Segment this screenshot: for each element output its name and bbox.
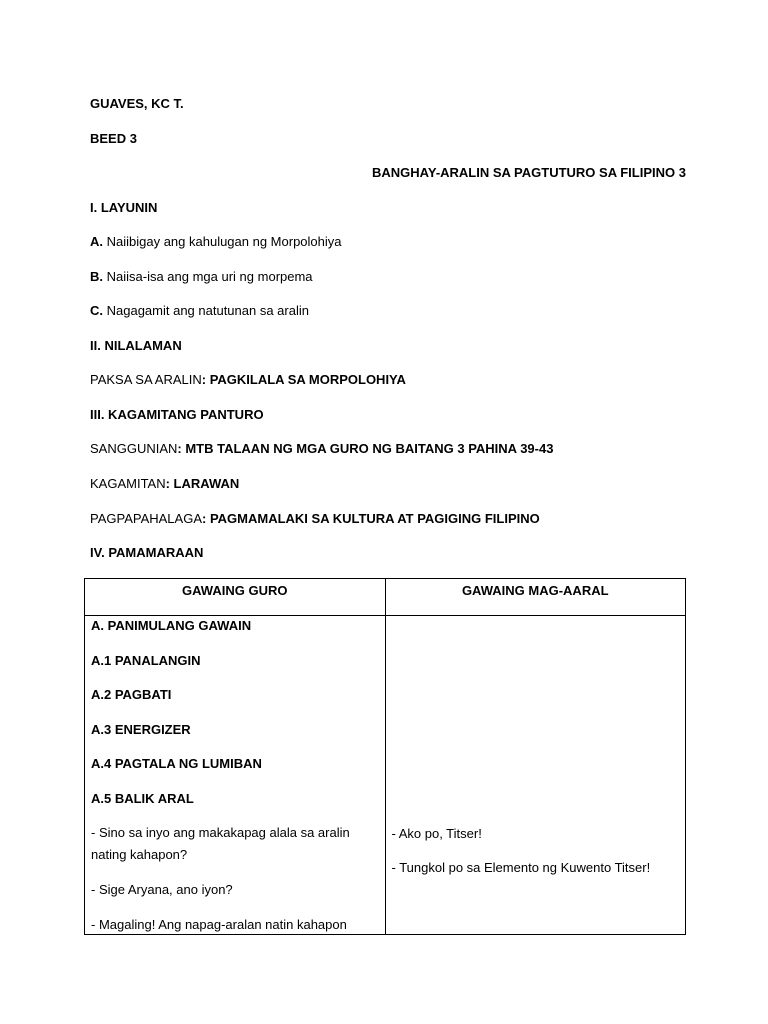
layunin-item-b — [90, 269, 313, 284]
mag-aaral-cell — [385, 616, 686, 935]
col-header-mag-aaral: GAWAING MAG-AARAL — [385, 579, 686, 616]
layunin-heading: I. LAYUNIN — [90, 200, 158, 215]
nilalaman-heading: II. NILALAMAN — [90, 338, 182, 353]
pagpapahalaga-label: PAGPAPAHALAGA — [90, 511, 202, 526]
a5-balik-aral: A.5 BALIK ARAL — [91, 791, 194, 806]
paksa-label: PAKSA SA ARALIN — [90, 372, 202, 387]
sanggunian-value: : MTB TALAAN NG MGA GURO NG BAITANG 3 PAHINA 39-43 — [177, 441, 554, 456]
item-text: Nagagamit ang natutunan sa aralin — [103, 303, 309, 318]
pamamaraan-heading: IV. PAMAMARAAN — [90, 545, 204, 560]
sanggunian-label: SANGGUNIAN — [90, 441, 178, 456]
activity-table — [84, 578, 686, 935]
layunin-item-a — [90, 234, 342, 249]
item-letter: A. — [90, 234, 103, 249]
course-label: BEED 3 — [90, 131, 137, 146]
kagamitan-heading: III. KAGAMITANG PANTURO — [90, 407, 264, 422]
paksa-line — [90, 372, 406, 387]
item-letter: C. — [90, 303, 103, 318]
panimula-heading: A. PANIMULANG GAWAIN — [91, 618, 252, 633]
a1-panalangin: A.1 PANALANGIN — [91, 653, 201, 668]
a2-pagbati: A.2 PAGBATI — [91, 687, 172, 702]
mag-aaral-response-2: - Tungkol po sa Elemento ng Kuwento Titser! — [391, 860, 651, 875]
kagamitan-value: : LARAWAN — [165, 476, 240, 491]
guro-question-3: - Magaling! Ang napag-aralan natin kahapon — [91, 917, 347, 932]
table-header-row — [85, 579, 686, 616]
pagpapahalaga-value: : PAGMAMALAKI SA KULTURA AT PAGIGING FILIPINO — [202, 511, 540, 526]
layunin-item-c — [90, 303, 309, 318]
kagamitan-label: KAGAMITAN — [90, 476, 166, 491]
mag-aaral-response-1: - Ako po, Titser! — [391, 826, 482, 841]
pagpapahalaga-line — [90, 511, 540, 526]
col-header-guro: GAWAING GURO — [85, 579, 386, 616]
paksa-value: : PAGKILALA SA MORPOLOHIYA — [201, 372, 406, 387]
kagamitan-line — [90, 476, 239, 491]
page-title: BANGHAY-ARALIN SA PAGTUTURO SA FILIPINO 3 — [372, 165, 686, 180]
author-name: GUAVES, KC T. — [90, 96, 184, 111]
item-text: Naiibigay ang kahulugan ng Morpolohiya — [103, 234, 342, 249]
guro-question-2: - Sige Aryana, ano iyon? — [91, 882, 233, 897]
item-letter: B. — [90, 269, 103, 284]
guro-cell — [85, 616, 386, 935]
sanggunian-line — [90, 441, 553, 456]
a3-energizer: A.3 ENERGIZER — [91, 722, 191, 737]
item-text: Naiisa-isa ang mga uri ng morpema — [103, 269, 313, 284]
table-row — [85, 616, 686, 935]
guro-question-1: - Sino sa inyo ang makakapag alala sa aralin nating kahapon? — [91, 825, 350, 862]
a4-pagtala: A.4 PAGTALA NG LUMIBAN — [91, 756, 262, 771]
